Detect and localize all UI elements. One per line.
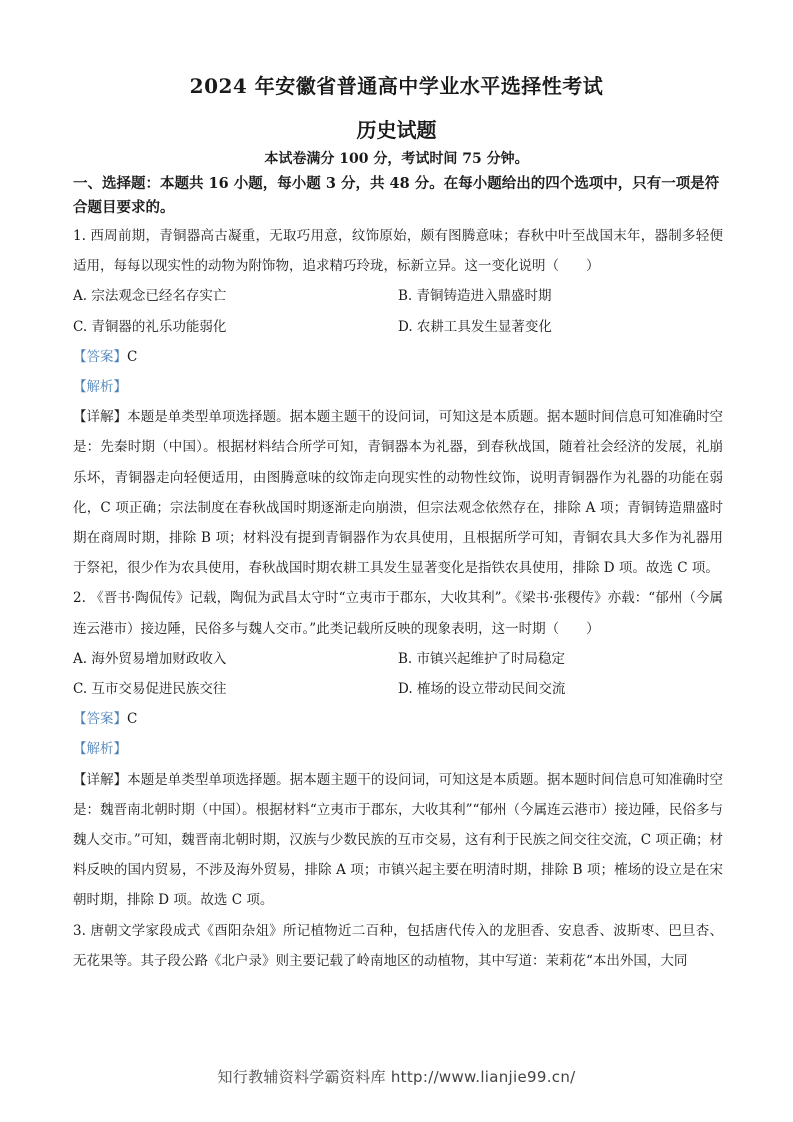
q1-answer-value: C bbox=[127, 348, 138, 365]
q1-detail-text: 本题是单类型单项选择题。据本题主题干的设问词，可知这是本质题。据本题时间信息可知准确时空是：先秦时期（中国）。根据材料结合所学可知，青铜器本为礼器，到春秋战国，随着社会经济的发展，礼崩乐坏，青铜器走向轻便适用，由图腾意味的纹饰走向现实性的动物性纹饰，说明青铜器作为礼器的功能在弱化，C 项正确；宗法制度在春秋战国时期逐渐走向崩溃，但宗法观念依然存在，排除 A 项；青铜铸造鼎盛时期在商周时期，排除 B 项；材料没有提到青铜器作为农具使用，且根据所学可知，青铜农具大多作为礼器用于祭祀，很少作为农具使用，春秋战国时期农耕工具发生显著变化是指铁农具使用，排除 D 项。故选 C 项。 bbox=[73, 409, 724, 577]
q2-option-b: B. 市镇兴起维护了时局稳定 bbox=[398, 650, 566, 667]
q1-options-row1 bbox=[73, 281, 723, 311]
detail-tag: 【详解】 bbox=[73, 409, 128, 426]
q1-stem: 1. 西周前期，青铜器高古凝重，无取巧用意，纹饰原始，颇有图腾意味；春秋中叶至战国末年，器制多轻便适用，每每以现实性的动物为附饰物，追求精巧玲珑，标新立异。这一变化说明（ ） bbox=[73, 228, 723, 275]
q2-option-c: C. 互市交易促进民族交往 bbox=[73, 681, 227, 698]
section-heading: 一、选择题：本题共 16 小题，每小题 3 分，共 48 分。在每小题给出的四个选项中，只有一项是符合题目要求的。 bbox=[73, 175, 720, 216]
subject-title: 历史试题 bbox=[356, 118, 437, 142]
answer-tag: 【答案】 bbox=[73, 348, 127, 365]
q2-options-row2 bbox=[73, 674, 723, 704]
q1-options-row2 bbox=[73, 312, 723, 342]
q1-detail bbox=[73, 402, 723, 583]
answer-tag: 【答案】 bbox=[73, 711, 127, 728]
exam-title: 2024 年安徽省普通高中学业水平选择性考试 bbox=[189, 74, 604, 98]
q2-detail bbox=[73, 765, 723, 916]
detail-tag: 【详解】 bbox=[73, 771, 128, 788]
q1-answer bbox=[73, 342, 723, 372]
question-body bbox=[73, 221, 723, 976]
exam-note: 本试卷满分 100 分，考试时间 75 分钟。 bbox=[264, 151, 529, 167]
q2-answer-value: C bbox=[127, 711, 138, 728]
footer-watermark: 知行教辅资料学霸资料库 http://www.lianjie99.cn/ bbox=[217, 1068, 576, 1086]
q2-options-row1 bbox=[73, 644, 723, 674]
q3-stem: 3. 唐朝文学家段成式《酉阳杂俎》所记植物近二百种，包括唐代传入的龙胆香、安息香、波斯枣、巴旦杏、无花果等。其子段公路《北户录》则主要记载了岭南地区的动植物，其中写道：茉莉花“本出外国，大同 bbox=[73, 922, 723, 969]
q2-stem: 2. 《晋书·陶侃传》记载，陶侃为武昌太守时“立夷市于郡东，大收其利”。《梁书·张稷传》亦载：“郁州（今属连云港市）接边陲，民俗多与魏人交市。”此类记载所反映的现象表明，这一时期（ ） bbox=[73, 590, 723, 637]
q1-option-a: A. 宗法观念已经名存实亡 bbox=[73, 288, 227, 305]
q1-option-d: D. 农耕工具发生显著变化 bbox=[398, 318, 552, 335]
q2-option-d: D. 榷场的设立带动民间交流 bbox=[398, 681, 566, 698]
analysis-tag: 【解析】 bbox=[73, 741, 127, 758]
q2-answer bbox=[73, 704, 723, 734]
q2-analysis bbox=[73, 734, 723, 764]
q1-option-c: C. 青铜器的礼乐功能弱化 bbox=[73, 318, 227, 335]
q1-analysis bbox=[73, 372, 723, 402]
q2-option-a: A. 海外贸易增加财政收入 bbox=[73, 650, 227, 667]
q2-detail-text: 本题是单类型单项选择题。据本题主题干的设问词，可知这是本质题。据本题时间信息可知准确时空是：魏晋南北朝时期（中国）。根据材料“立夷市于郡东，大收其利”“郁州（今属连云港市）接边陲，民俗多与魏人交市。”可知，魏晋南北朝时期，汉族与少数民族的互市交易，这有利于民族之间交往交流，C 项正确；材料反映的国内贸易，不涉及海外贸易，排除 A 项；市镇兴起主要在明清时期，排除 B 项；榷场的设立是在宋朝时期，排除 D 项。故选 C 项。 bbox=[73, 771, 724, 909]
analysis-tag: 【解析】 bbox=[73, 379, 127, 396]
q1-option-b: B. 青铜铸造进入鼎盛时期 bbox=[398, 288, 552, 305]
